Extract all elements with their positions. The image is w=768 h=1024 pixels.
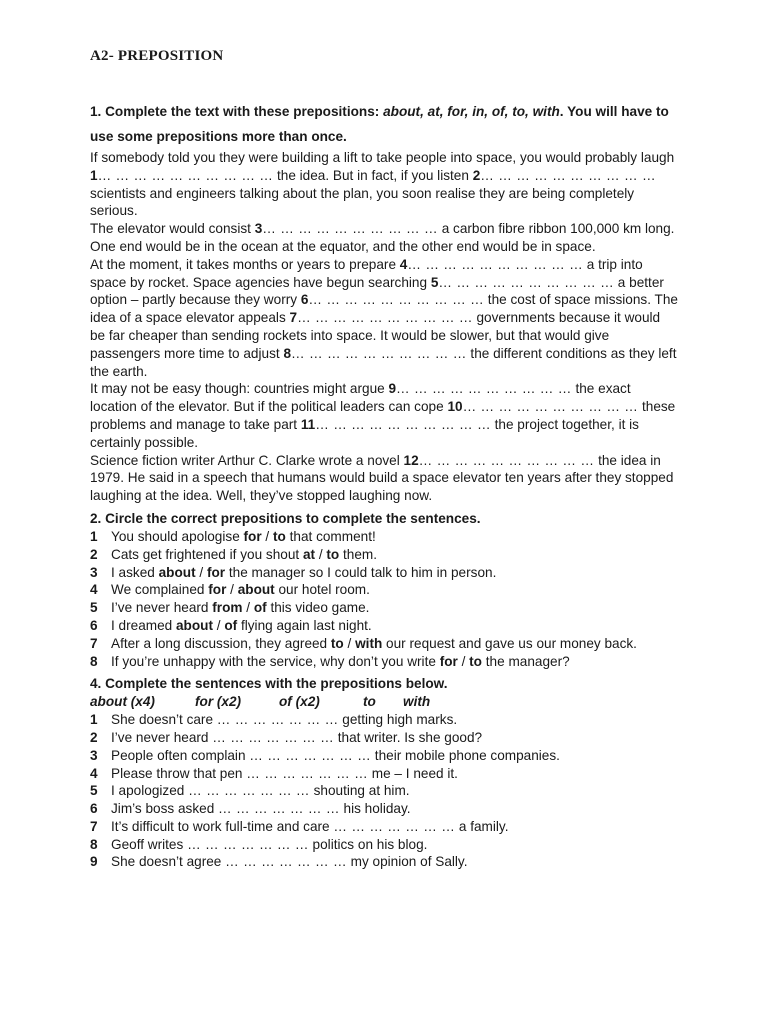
sentence-text: Geoff writes <box>111 836 188 852</box>
section-1-heading-words: about, at, for, in, of, to, with <box>383 104 560 119</box>
section-4-list <box>90 711 678 871</box>
item-text <box>111 635 678 653</box>
sentence-text: I apologized <box>111 783 189 799</box>
sentence-text: this video game. <box>266 600 370 616</box>
blank-number: 1 <box>90 167 98 183</box>
sentence-text: If you’re unhappy with the service, why don’t you write <box>111 653 440 669</box>
item-number: 7 <box>90 818 98 834</box>
item-number: 5 <box>90 783 98 799</box>
sentence-text: getting high marks. <box>338 712 458 728</box>
passage-text: scientists and engineers talking about the plan, you soon realise they are being completely serious. <box>90 185 635 219</box>
passage-text: The elevator would consist <box>90 221 255 237</box>
preposition-option: about <box>175 617 213 633</box>
preposition-option: for <box>206 564 226 580</box>
sentence-text: I asked <box>111 564 159 580</box>
passage-paragraph <box>90 149 678 220</box>
word-bank-item: of (x2) <box>279 694 320 710</box>
word-bank-item: for (x2) <box>195 694 242 710</box>
preposition-option: with <box>355 635 383 651</box>
preposition-option: to <box>273 528 286 544</box>
answer-blank: … … … … … … … <box>212 729 334 745</box>
item-text <box>111 711 678 729</box>
item-text <box>111 747 678 765</box>
sentence-item <box>90 528 678 546</box>
item-number: 7 <box>90 635 98 651</box>
sentence-text: I’ve never heard <box>111 729 213 745</box>
sentence-item <box>90 800 678 818</box>
sentence-item <box>90 765 678 783</box>
blank-number: 12 <box>403 452 419 468</box>
item-number: 6 <box>90 617 98 633</box>
answer-blank: … … … … … … … … … … <box>291 345 467 361</box>
blank-number: 4 <box>399 256 408 272</box>
blank-number: 7 <box>289 310 298 326</box>
passage-paragraph <box>90 220 678 256</box>
item-text <box>111 853 678 871</box>
sentence-item <box>90 729 678 747</box>
sentence-item <box>90 581 678 599</box>
sentence-text: / <box>343 635 356 651</box>
answer-blank: … … … … … … … <box>246 765 368 781</box>
preposition-option: for <box>243 528 262 544</box>
sentence-text: She doesn’t care <box>111 712 217 728</box>
item-text <box>111 528 678 546</box>
blank-number: 2 <box>472 167 481 183</box>
answer-blank: … … … … … … … <box>225 854 347 870</box>
sentence-text: our hotel room. <box>274 582 370 598</box>
sentence-item <box>90 599 678 617</box>
sentence-text: / <box>457 653 470 669</box>
sentence-text: politics on his blog. <box>308 836 428 852</box>
blank-number: 10 <box>447 399 463 415</box>
answer-blank: … … … … … … … … … … <box>407 256 583 272</box>
passage-text: governments because it would be far cheaper than sending rockets into space. It would be slower, but that would give passengers more time to adjust <box>90 310 661 361</box>
preposition-option: about <box>237 582 275 598</box>
sentence-text: shouting at him. <box>309 783 410 799</box>
sentence-text: We complained <box>111 582 209 598</box>
blank-number: 3 <box>254 221 263 237</box>
item-text <box>111 546 678 564</box>
item-number: 8 <box>90 653 98 669</box>
sentence-item <box>90 546 678 564</box>
answer-blank: … … … … … … … … … … <box>308 292 485 308</box>
sentence-text: them. <box>339 546 378 562</box>
item-number: 9 <box>90 854 98 870</box>
blank-number: 5 <box>430 274 439 290</box>
blank-number: 11 <box>300 416 316 432</box>
passage-text: these problems and manage to take part <box>90 399 676 432</box>
answer-blank: … … … … … … … … … … <box>97 167 274 183</box>
passage-text: the project together, it is certainly possible. <box>90 416 639 450</box>
item-number: 2 <box>90 546 98 562</box>
sentence-text: Please throw that pen <box>111 765 247 781</box>
sentence-text: flying again last night. <box>237 617 372 633</box>
word-bank-item: to <box>363 694 376 710</box>
answer-blank: … … … … … … … … … … <box>315 416 491 432</box>
passage-paragraph <box>90 452 678 505</box>
item-text <box>111 765 678 783</box>
item-number: 2 <box>90 729 98 745</box>
item-text <box>111 800 678 818</box>
item-text <box>111 581 678 599</box>
sentence-text: that writer. Is she good? <box>333 729 483 745</box>
preposition-option: of <box>224 617 238 633</box>
answer-blank: … … … … … … … … … … <box>396 381 572 397</box>
answer-blank: … … … … … … … … … … <box>262 221 438 237</box>
sentence-item <box>90 653 678 671</box>
sentence-text: that comment! <box>285 528 376 544</box>
sentence-text: the manager so I could talk to him in person. <box>225 564 497 580</box>
preposition-word-bank <box>90 693 678 711</box>
answer-blank: … … … … … … … … … … <box>480 167 656 183</box>
sentence-text: / <box>195 564 207 580</box>
item-number: 4 <box>90 582 98 598</box>
preposition-option: to <box>326 546 340 562</box>
section-4 <box>90 675 678 871</box>
sentence-text: Jim’s boss asked <box>111 801 219 817</box>
answer-blank: … … … … … … … <box>216 712 339 728</box>
passage-paragraph <box>90 380 678 451</box>
reading-passage <box>90 149 678 505</box>
sentence-item <box>90 564 678 582</box>
passage-text: the different conditions as they left the earth. <box>90 345 677 379</box>
sentence-text: You should apologise <box>111 528 244 544</box>
sentence-text: their mobile phone companies. <box>371 747 560 763</box>
preposition-option: about <box>158 564 196 580</box>
sentence-text: a family. <box>455 818 509 834</box>
passage-text: a carbon fibre ribbon 100,000 km long. One end would be in the ocean at the equator, and the other end would be in space. <box>90 221 675 254</box>
sentence-text: me – I need it. <box>368 765 458 781</box>
section-1-heading-tail: . You will have to use some prepositions more than once. <box>90 104 669 144</box>
sentence-item <box>90 782 678 800</box>
passage-text: It may not be easy though: countries might argue <box>90 381 389 397</box>
preposition-option: for <box>208 582 227 598</box>
document-title: A2- PREPOSITION <box>90 48 224 64</box>
item-number: 6 <box>90 801 98 817</box>
word-bank-item: with <box>403 694 431 710</box>
answer-blank: … … … … … … … <box>187 836 309 852</box>
item-number: 3 <box>90 564 98 580</box>
passage-text: the idea in 1979. He said in a speech that humans would build a space elevator ten years after they stopped laughing at the idea. Well, they’ve stopped laughing now. <box>90 452 674 504</box>
sentence-text: the manager? <box>482 653 570 669</box>
preposition-option: of <box>253 600 267 616</box>
section-2 <box>90 510 678 670</box>
sentence-text: / <box>261 528 273 544</box>
sentence-text: our request and gave us our money back. <box>382 635 637 651</box>
passage-text: the exact location of the elevator. But if the political leaders can cope <box>90 381 631 415</box>
answer-blank: … … … … … … … <box>249 747 372 763</box>
blank-number: 6 <box>300 292 309 308</box>
item-text <box>111 653 678 671</box>
item-number: 1 <box>90 712 98 728</box>
item-number: 8 <box>90 836 98 852</box>
sentence-item <box>90 747 678 765</box>
section-1-heading-lead: 1. Complete the text with these prepositions: <box>90 104 380 119</box>
section-2-heading: 2. Circle the correct prepositions to complete the sentences. <box>90 510 481 526</box>
sentence-item <box>90 635 678 653</box>
preposition-option: at <box>302 546 316 562</box>
sentence-text: his holiday. <box>339 801 411 817</box>
sentence-text: She doesn’t agree <box>111 854 226 870</box>
item-text <box>111 818 678 836</box>
word-bank-item: about (x4) <box>90 694 155 710</box>
sentence-item <box>90 853 678 871</box>
passage-text: At the moment, it takes months or years to prepare <box>90 256 400 272</box>
sentence-text: People often complain <box>111 747 250 763</box>
section-1-heading <box>90 99 678 149</box>
sentence-text: It’s difficult to work full-time and care <box>111 818 334 834</box>
preposition-option: for <box>439 653 458 669</box>
passage-text: If somebody told you they were building a lift to take people into space, you would probably laugh <box>90 150 675 165</box>
answer-blank: … … … … … … … <box>218 801 340 817</box>
sentence-text: / <box>212 617 225 633</box>
sentence-text: Cats get frightened if you shout <box>111 546 303 562</box>
passage-text: a better option – partly because they worry <box>90 274 664 308</box>
sentence-text: After a long discussion, they agreed <box>111 635 331 651</box>
sentence-text: my opinion of Sally. <box>346 854 468 870</box>
passage-text: the idea. But in fact, if you listen <box>273 167 473 183</box>
item-text <box>111 836 678 854</box>
passage-text: the cost of space missions. The idea of a space elevator appeals <box>90 292 678 326</box>
item-number: 3 <box>90 747 98 763</box>
sentence-text: I’ve never heard <box>111 600 213 616</box>
answer-blank: … … … … … … … <box>333 818 456 834</box>
answer-blank: … … … … … … … … … … <box>297 310 473 326</box>
item-text <box>111 729 678 747</box>
blank-number: 9 <box>388 381 397 397</box>
section-2-list <box>90 528 678 670</box>
preposition-option: from <box>212 600 243 616</box>
preposition-option: to <box>469 653 482 669</box>
preposition-option: to <box>330 635 344 651</box>
item-text <box>111 564 678 582</box>
item-number: 4 <box>90 765 98 781</box>
answer-blank: … … … … … … … <box>188 783 310 799</box>
blank-number: 8 <box>283 345 291 361</box>
sentence-item <box>90 818 678 836</box>
item-number: 5 <box>90 600 98 616</box>
sentence-item <box>90 836 678 854</box>
section-1 <box>90 99 678 505</box>
sentence-text: I dreamed <box>111 617 176 633</box>
item-number: 1 <box>90 528 98 544</box>
sentence-item <box>90 711 678 729</box>
item-text <box>111 617 678 635</box>
sentence-item <box>90 617 678 635</box>
sentence-text: / <box>315 546 327 562</box>
sentence-text: / <box>226 582 238 598</box>
passage-text: Science fiction writer Arthur C. Clarke wrote a novel <box>90 452 404 468</box>
answer-blank: … … … … … … … … … … <box>418 452 595 468</box>
passage-text: a trip into space by rocket. Space agencies have begun searching <box>90 256 643 290</box>
sentence-text: / <box>242 600 254 616</box>
answer-blank: … … … … … … … … … … <box>462 399 639 415</box>
passage-paragraph <box>90 256 678 381</box>
section-4-heading: 4. Complete the sentences with the prepositions below. <box>90 676 448 692</box>
answer-blank: … … … … … … … … … … <box>438 274 615 290</box>
item-text <box>111 782 678 800</box>
item-text <box>111 599 678 617</box>
